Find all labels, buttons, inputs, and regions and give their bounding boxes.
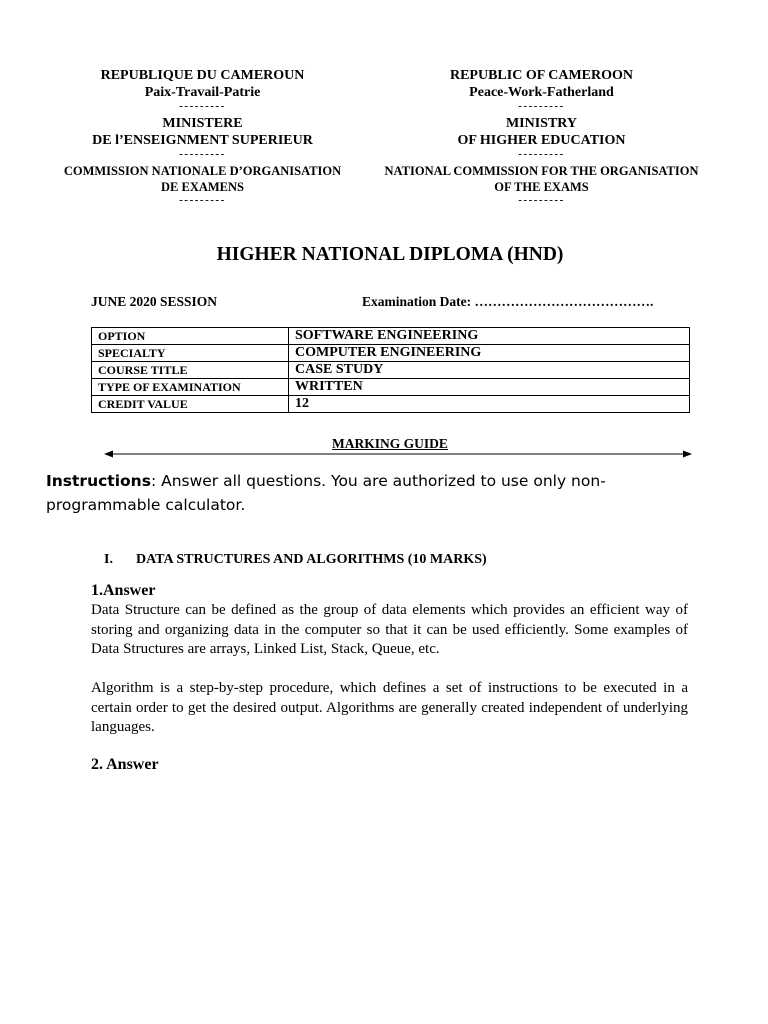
answer-1-paragraph-2: Algorithm is a step-by-step procedure, which defines a set of instructions to be executed in a certain order to get the desired output. Algorithms are generally created independent of underlying languages. [91, 680, 688, 735]
marking-guide-heading: MARKING GUIDE [332, 436, 448, 451]
table-row [92, 345, 690, 362]
ministry-en-line2: OF HIGHER EDUCATION [457, 132, 626, 148]
ministry-en-line1: MINISTRY [505, 116, 578, 131]
separator: --------- [179, 100, 226, 112]
section-number: I. [104, 552, 113, 567]
double-arrow-icon [104, 447, 692, 461]
header-french [50, 68, 355, 210]
motto-en: Peace-Work-Fatherland [469, 84, 614, 100]
motto-fr: Paix-Travail-Patrie [144, 84, 261, 100]
credit-value-key: CREDIT VALUE [92, 396, 289, 413]
commission-fr-line2: DE EXAMENS [161, 179, 244, 194]
option-value: SOFTWARE ENGINEERING [289, 328, 690, 345]
exam-type-value: WRITTEN [289, 379, 690, 396]
credit-value-value: 12 [289, 396, 690, 413]
option-key: OPTION [92, 328, 289, 345]
separator: --------- [518, 100, 565, 112]
document-title: HIGHER NATIONAL DIPLOMA (HND) [216, 244, 564, 265]
course-title-value: CASE STUDY [289, 362, 690, 379]
country-name-en: REPUBLIC OF CAMEROON [449, 68, 634, 83]
header-english [374, 68, 709, 210]
section-title: DATA STRUCTURES AND ALGORITHMS (10 MARKS) [136, 552, 487, 567]
table-row [92, 379, 690, 396]
commission-en-line1: NATIONAL COMMISSION FOR THE ORGANISATION [384, 164, 699, 178]
table-row [92, 362, 690, 379]
session-label: JUNE 2020 SESSION [91, 294, 218, 309]
ministry-fr-line2: DE l’ENSEIGNMENT SUPERIEUR [92, 132, 313, 148]
answer-1-paragraph-1: Data Structure can be defined as the group of data elements which provides an efficient way of storing and organizing data in the computer so that it can be used efficiently. Some examples of Data Structures are arrays, Linked List, Stack, Queue, etc. [91, 602, 688, 657]
exam-type-key: TYPE OF EXAMINATION [92, 379, 289, 396]
table-row [92, 396, 690, 413]
separator: --------- [518, 148, 565, 160]
ministry-fr-line1: MINISTERE [162, 116, 243, 131]
specialty-key: SPECIALTY [92, 345, 289, 362]
exam-date-label: Examination Date: …………………………………. [362, 294, 654, 309]
instructions [46, 469, 706, 517]
answer-2-heading: 2. Answer [91, 756, 159, 773]
specialty-value: COMPUTER ENGINEERING [289, 345, 690, 362]
instructions-label: Instructions [46, 472, 151, 490]
separator: --------- [179, 194, 226, 206]
table-row [92, 328, 690, 345]
course-title-key: COURSE TITLE [92, 362, 289, 379]
instructions-text: : Answer all questions. You are authorized to use only non-programmable calculator. [46, 472, 606, 514]
commission-fr-line1: COMMISSION NATIONALE D’ORGANISATION [63, 164, 342, 178]
commission-en-line2: OF THE EXAMS [494, 179, 589, 194]
section-heading [104, 552, 487, 568]
answer-1-heading: 1.Answer [91, 582, 156, 599]
exam-info-table [91, 327, 690, 413]
separator: --------- [179, 148, 226, 160]
separator: --------- [518, 194, 565, 206]
country-name-fr: REPUBLIQUE DU CAMEROUN [100, 68, 305, 83]
